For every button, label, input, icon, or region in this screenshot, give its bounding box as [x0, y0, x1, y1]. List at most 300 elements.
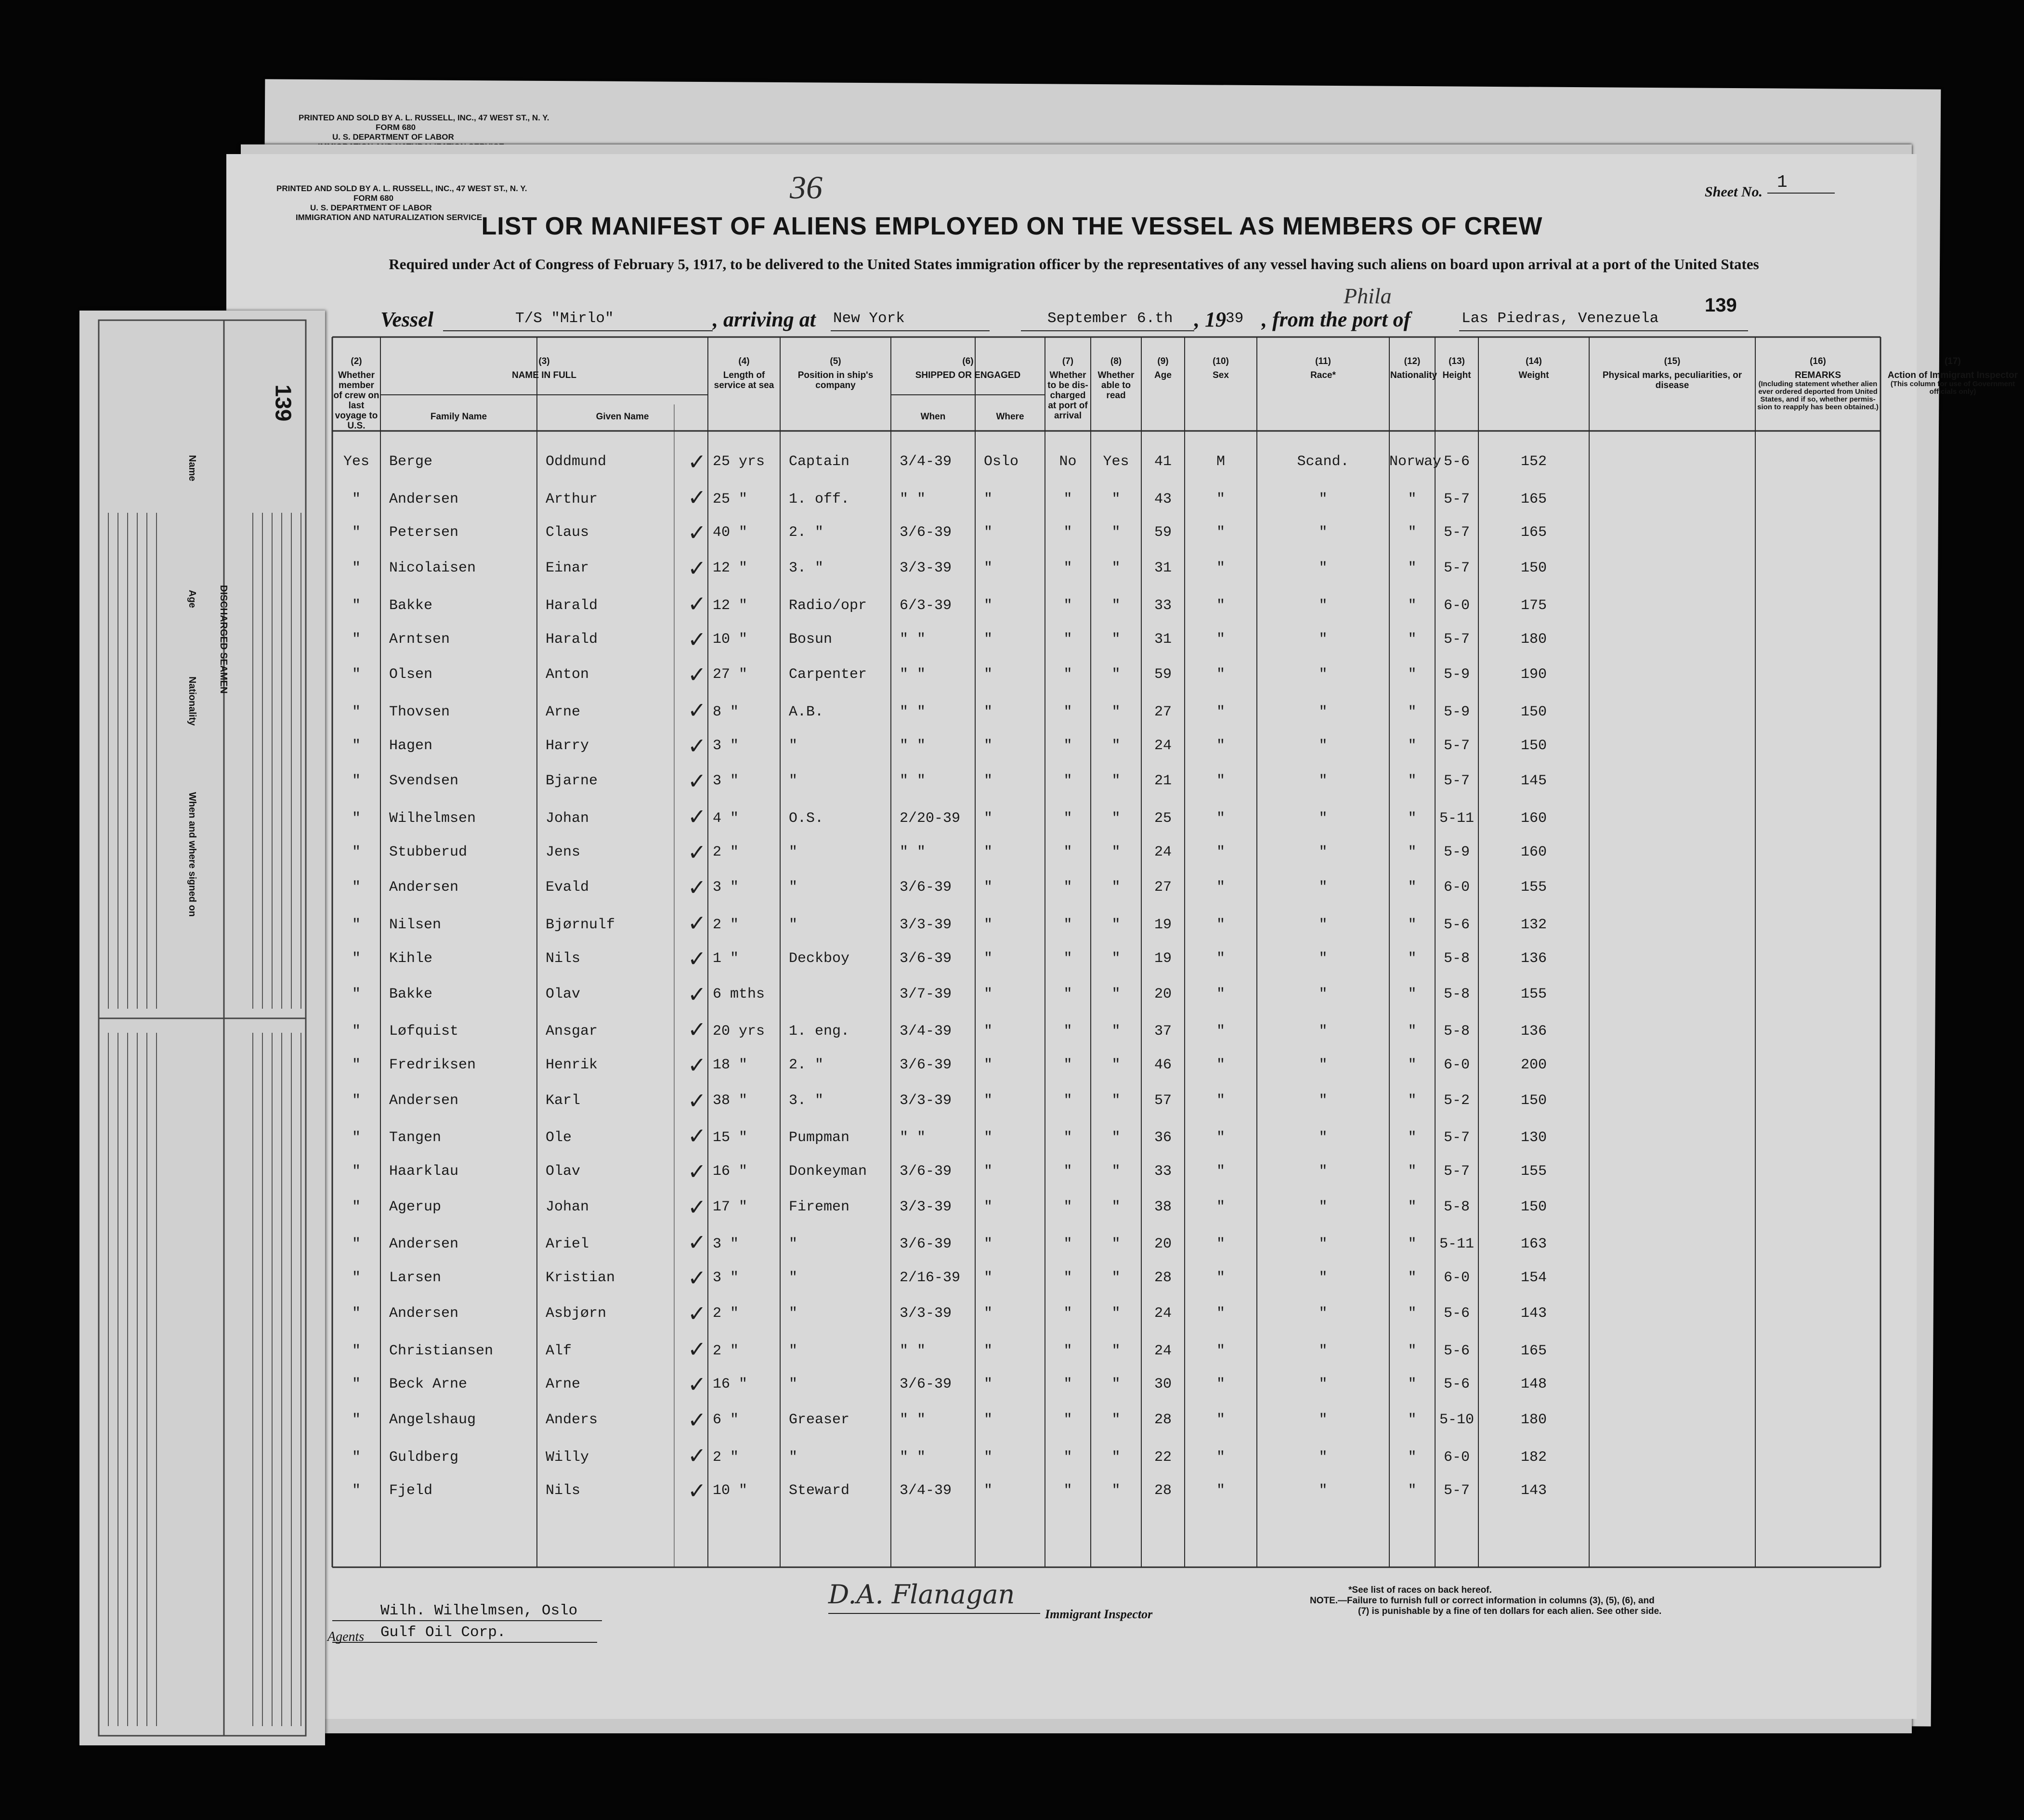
- check-mark: ✓: [688, 1336, 706, 1362]
- column-subheader: Where: [996, 412, 1024, 422]
- cell-position: ": [789, 1342, 798, 1359]
- check-mark: ✓: [688, 981, 706, 1007]
- cell-position: 3. ": [789, 1092, 824, 1109]
- column-label: Whether to be dis-charged at port of arrival: [1047, 370, 1088, 421]
- cell-prev: ": [352, 986, 361, 1002]
- cell-height: 5-8: [1443, 1198, 1470, 1215]
- cell-given: Olav: [546, 986, 581, 1002]
- cell-sex: ": [1216, 524, 1225, 541]
- cell-race: ": [1319, 950, 1328, 967]
- cell-discharged: ": [1063, 773, 1072, 790]
- cell-family: Hagen: [389, 737, 433, 754]
- cell-service: 1 ": [713, 950, 739, 967]
- cell-race: ": [1319, 631, 1328, 648]
- back-printer-imprint: PRINTED AND SOLD BY A. L. RUSSELL, INC., 47 WEST ST., N. Y. FORM 680 U. S. DEPARTMENT OF LABOR: [299, 113, 549, 142]
- cell-where: ": [984, 1270, 993, 1287]
- cell-read: ": [1111, 1411, 1121, 1428]
- form-subtitle: Required under Act of Congress of February 5, 1917, to be delivered to the United States immigration officer by the representatives of any vessel having such aliens on board upon arrival at a port of the United States: [389, 256, 1759, 273]
- cell-service: 16 ": [713, 1163, 748, 1180]
- cell-when: 3/3-39: [900, 1092, 952, 1109]
- cell-height: 6-0: [1443, 1056, 1470, 1073]
- cell-where: ": [984, 491, 993, 507]
- cell-service: 12 ": [713, 597, 748, 614]
- cell-age: 38: [1154, 1198, 1172, 1215]
- cell-nationality: ": [1408, 773, 1417, 790]
- cell-family: Stubberud: [389, 844, 468, 860]
- cell-position: Carpenter: [789, 666, 867, 683]
- cell-read: ": [1111, 1305, 1121, 1322]
- column-label: Weight: [1518, 370, 1549, 380]
- cell-service: 3 ": [713, 879, 739, 896]
- signature-line: [828, 1613, 1040, 1614]
- cell-age: 28: [1154, 1411, 1172, 1428]
- cell-service: 2 ": [713, 917, 739, 934]
- cell-when: " ": [900, 737, 926, 754]
- column-number: (9): [1157, 356, 1169, 366]
- cell-age: 22: [1154, 1449, 1172, 1466]
- cell-nationality: ": [1408, 1482, 1417, 1499]
- column-label: Position in ship's company: [797, 370, 874, 390]
- stub-grid: [79, 311, 325, 1745]
- cell-age: 57: [1154, 1092, 1172, 1109]
- check-mark: ✓: [688, 804, 706, 830]
- check-mark: ✓: [688, 555, 706, 582]
- cell-race: ": [1319, 844, 1328, 860]
- cell-race: ": [1319, 917, 1328, 934]
- cell-prev: ": [352, 491, 361, 507]
- cell-nationality: ": [1408, 1449, 1417, 1466]
- cell-service: 12 ": [713, 560, 748, 577]
- cell-family: Svendsen: [389, 773, 459, 790]
- cell-prev: ": [352, 1305, 361, 1322]
- cell-race: Scand.: [1297, 454, 1349, 470]
- cell-given: Oddmund: [546, 454, 607, 470]
- cell-discharged: ": [1063, 666, 1072, 683]
- cell-discharged: ": [1063, 1023, 1072, 1040]
- cell-prev: ": [352, 1023, 361, 1040]
- stamp-number: 139: [1705, 295, 1737, 316]
- cell-given: Johan: [546, 810, 589, 827]
- cell-weight: 145: [1520, 773, 1547, 790]
- cell-race: ": [1319, 1198, 1328, 1215]
- cell-prev: ": [352, 1376, 361, 1393]
- cell-age: 24: [1154, 844, 1172, 860]
- cell-weight: 150: [1520, 737, 1547, 754]
- cell-position: Bosun: [789, 631, 833, 648]
- check-mark: ✓: [688, 1087, 706, 1114]
- stub-label-signed-on: When and where signed on: [187, 792, 197, 917]
- cell-age: 24: [1154, 1305, 1172, 1322]
- cell-age: 20: [1154, 986, 1172, 1002]
- cell-height: 5-7: [1443, 1163, 1470, 1180]
- cell-family: Arntsen: [389, 631, 450, 648]
- cell-family: Larsen: [389, 1270, 442, 1287]
- cell-weight: 180: [1520, 1411, 1547, 1428]
- vessel-underline: [443, 330, 713, 331]
- cell-weight: 136: [1520, 950, 1547, 967]
- column-note: (Including statement whether alien ever ordered deported from United States, and if so, whether permis-sion to reapply has been obtained.): [1757, 380, 1879, 411]
- cell-family: Tangen: [389, 1130, 442, 1146]
- cell-where: ": [984, 879, 993, 896]
- cell-height: 5-7: [1443, 1482, 1470, 1499]
- cell-given: Bjarne: [546, 773, 598, 790]
- cell-service: 3 ": [713, 773, 739, 790]
- inspector-signature: D.A. Flanagan: [828, 1579, 1015, 1610]
- cell-prev: ": [352, 950, 361, 967]
- cell-given: Willy: [546, 1449, 589, 1466]
- column-header: [1092, 356, 1140, 401]
- check-mark: ✓: [688, 910, 706, 936]
- check-mark: ✓: [688, 1229, 706, 1256]
- cell-prev: ": [352, 917, 361, 934]
- cell-position: Firemen: [789, 1198, 850, 1215]
- cell-nationality: ": [1408, 917, 1417, 934]
- cell-given: Harald: [546, 631, 598, 648]
- column-number: (17): [1945, 356, 1961, 366]
- cell-family: Nicolaisen: [389, 560, 476, 577]
- cell-service: 3 ": [713, 737, 739, 754]
- cell-family: Bakke: [389, 597, 433, 614]
- cell-weight: 130: [1520, 1130, 1547, 1146]
- cell-age: 30: [1154, 1376, 1172, 1393]
- cell-when: " ": [900, 666, 926, 683]
- cell-nationality: ": [1408, 560, 1417, 577]
- cell-sex: ": [1216, 810, 1225, 827]
- check-mark: ✓: [688, 1442, 706, 1469]
- cell-sex: ": [1216, 1449, 1225, 1466]
- stub-label-name: Name: [187, 455, 197, 481]
- cell-read: ": [1111, 1163, 1121, 1180]
- check-mark: ✓: [688, 449, 706, 475]
- cell-position: ": [789, 1236, 798, 1253]
- cell-weight: 165: [1520, 524, 1547, 541]
- cell-sex: ": [1216, 1163, 1225, 1180]
- cell-nationality: Norway: [1389, 454, 1442, 470]
- cell-service: 10 ": [713, 631, 748, 648]
- cell-height: 5-11: [1439, 810, 1474, 827]
- cell-height: 5-8: [1443, 986, 1470, 1002]
- column-subheader: When: [920, 412, 946, 422]
- cell-age: 31: [1154, 560, 1172, 577]
- cell-weight: 165: [1520, 491, 1547, 507]
- cell-race: ": [1319, 666, 1328, 683]
- cell-race: ": [1319, 1163, 1328, 1180]
- cell-sex: ": [1216, 1482, 1225, 1499]
- check-mark: ✓: [688, 874, 706, 901]
- cell-where: ": [984, 737, 993, 754]
- column-header: [1390, 356, 1437, 380]
- column-header: [1142, 356, 1184, 380]
- year-prefix: , 19: [1194, 308, 1226, 331]
- check-mark: ✓: [688, 732, 706, 759]
- cell-position: Captain: [789, 454, 850, 470]
- cell-discharged: ": [1063, 1130, 1072, 1146]
- cell-nationality: ": [1408, 1376, 1417, 1393]
- cell-position: O.S.: [789, 810, 824, 827]
- cell-race: ": [1319, 1023, 1328, 1040]
- check-mark: ✓: [688, 662, 706, 688]
- cell-height: 5-7: [1443, 491, 1470, 507]
- agent-line-2: Gulf Oil Corp.: [380, 1624, 506, 1641]
- cell-discharged: ": [1063, 879, 1072, 896]
- cell-where: ": [984, 524, 993, 541]
- cell-sex: ": [1216, 879, 1225, 896]
- cell-race: ": [1319, 1056, 1328, 1073]
- printer-imprint: PRINTED AND SOLD BY A. L. RUSSELL, INC., 47 WEST ST., N. Y. FORM 680 U. S. DEPARTMENT OF LABOR IMMIGRATION AND NATURALIZATION SERVICE: [276, 184, 527, 222]
- cell-where: ": [984, 1449, 993, 1466]
- cell-family: Kihle: [389, 950, 433, 967]
- cell-service: 3 ": [713, 1270, 739, 1287]
- cell-discharged: ": [1063, 1236, 1072, 1253]
- cell-position: ": [789, 737, 798, 754]
- cell-nationality: ": [1408, 597, 1417, 614]
- cell-given: Karl: [546, 1092, 581, 1109]
- cell-discharged: ": [1063, 1092, 1072, 1109]
- cell-when: " ": [900, 491, 926, 507]
- cell-race: ": [1319, 1342, 1328, 1359]
- cell-read: ": [1111, 844, 1121, 860]
- cell-age: 37: [1154, 1023, 1172, 1040]
- check-mark: ✓: [688, 945, 706, 972]
- cell-weight: 155: [1520, 1163, 1547, 1180]
- column-number: (4): [738, 356, 750, 366]
- cell-given: Olav: [546, 1163, 581, 1180]
- cell-race: ": [1319, 1236, 1328, 1253]
- cell-height: 5-11: [1439, 1236, 1474, 1253]
- cell-given: Johan: [546, 1198, 589, 1215]
- cell-nationality: ": [1408, 631, 1417, 648]
- cell-sex: ": [1216, 1023, 1225, 1040]
- cell-service: 38 ": [713, 1092, 748, 1109]
- cell-service: 2 ": [713, 1449, 739, 1466]
- cell-nationality: ": [1408, 844, 1417, 860]
- cell-weight: 136: [1520, 1023, 1547, 1040]
- cell-age: 21: [1154, 773, 1172, 790]
- cell-service: 20 yrs: [713, 1023, 765, 1040]
- cell-height: 5-8: [1443, 1023, 1470, 1040]
- cell-family: Haarklau: [389, 1163, 459, 1180]
- cell-where: ": [984, 1130, 993, 1146]
- cell-race: ": [1319, 986, 1328, 1002]
- cell-read: ": [1111, 1270, 1121, 1287]
- column-label: SHIPPED OR ENGAGED: [915, 370, 1021, 380]
- cell-when: 3/7-39: [900, 986, 952, 1002]
- column-header: [333, 356, 379, 431]
- arriving-at: New York: [833, 310, 905, 327]
- cell-when: 3/6-39: [900, 1163, 952, 1180]
- cell-discharged: ": [1063, 703, 1072, 720]
- agent-underline-2: [332, 1642, 597, 1643]
- cell-age: 28: [1154, 1482, 1172, 1499]
- cell-service: 16 ": [713, 1376, 748, 1393]
- cell-read: ": [1111, 491, 1121, 507]
- cell-service: 10 ": [713, 1482, 748, 1499]
- from-label: , from the port of: [1262, 308, 1411, 331]
- cell-read: Yes: [1103, 454, 1129, 470]
- cell-when: 2/16-39: [900, 1270, 961, 1287]
- column-note: (This column for use of Government officials only): [1890, 380, 2015, 396]
- column-header: [381, 356, 707, 380]
- cell-weight: 150: [1520, 1092, 1547, 1109]
- cell-discharged: ": [1063, 1342, 1072, 1359]
- cell-when: 3/4-39: [900, 1482, 952, 1499]
- cell-family: Andersen: [389, 879, 459, 896]
- cell-given: Evald: [546, 879, 589, 896]
- sheet-number: 1: [1777, 172, 1788, 192]
- check-mark: ✓: [688, 1300, 706, 1326]
- check-mark: ✓: [688, 1406, 706, 1433]
- cell-discharged: ": [1063, 986, 1072, 1002]
- cell-given: Ole: [546, 1130, 572, 1146]
- cell-read: ": [1111, 879, 1121, 896]
- cell-when: 3/6-39: [900, 1376, 952, 1393]
- cell-service: 40 ": [713, 524, 748, 541]
- cell-weight: 160: [1520, 844, 1547, 860]
- cell-given: Jens: [546, 844, 581, 860]
- column-number: (16): [1810, 356, 1826, 366]
- cell-race: ": [1319, 737, 1328, 754]
- cell-when: " ": [900, 631, 926, 648]
- cell-service: 2 ": [713, 1305, 739, 1322]
- cell-prev: ": [352, 1163, 361, 1180]
- column-number: (15): [1664, 356, 1681, 366]
- cell-weight: 200: [1520, 1056, 1547, 1073]
- cell-position: 1. eng.: [789, 1023, 850, 1040]
- cell-weight: 148: [1520, 1376, 1547, 1393]
- cell-where: ": [984, 917, 993, 934]
- cell-when: 3/3-39: [900, 560, 952, 577]
- cell-nationality: ": [1408, 1163, 1417, 1180]
- cell-where: ": [984, 1056, 993, 1073]
- cell-weight: 180: [1520, 631, 1547, 648]
- cell-where: ": [984, 844, 993, 860]
- column-number: (5): [830, 356, 841, 366]
- cell-nationality: ": [1408, 1130, 1417, 1146]
- cell-read: ": [1111, 1198, 1121, 1215]
- cell-nationality: ": [1408, 524, 1417, 541]
- column-label: Age: [1154, 370, 1172, 380]
- cell-prev: ": [352, 666, 361, 683]
- cell-read: ": [1111, 810, 1121, 827]
- column-label: Race*: [1310, 370, 1336, 380]
- cell-where: ": [984, 666, 993, 683]
- cell-sex: ": [1216, 666, 1225, 683]
- cell-discharged: ": [1063, 560, 1072, 577]
- column-number: (3): [538, 356, 550, 366]
- cell-service: 25 ": [713, 491, 748, 507]
- cell-when: " ": [900, 844, 926, 860]
- cell-sex: ": [1216, 631, 1225, 648]
- cell-age: 27: [1154, 879, 1172, 896]
- sheet-number-line: [1767, 193, 1835, 194]
- cell-position: ": [789, 1305, 798, 1322]
- cell-nationality: ": [1408, 879, 1417, 896]
- cell-prev: ": [352, 631, 361, 648]
- cell-service: 18 ": [713, 1056, 748, 1073]
- column-subheader: Family Name: [430, 412, 487, 422]
- cell-position: ": [789, 1376, 798, 1393]
- cell-sex: ": [1216, 1342, 1225, 1359]
- cell-where: ": [984, 1411, 993, 1428]
- cell-prev: ": [352, 1056, 361, 1073]
- cell-given: Einar: [546, 560, 589, 577]
- cell-read: ": [1111, 950, 1121, 967]
- cell-sex: ": [1216, 737, 1225, 754]
- column-label: Physical marks, peculiarities, or disease: [1602, 370, 1742, 390]
- cell-where: ": [984, 1092, 993, 1109]
- cell-race: ": [1319, 1449, 1328, 1466]
- cell-sex: ": [1216, 1411, 1225, 1428]
- cell-height: 6-0: [1443, 1449, 1470, 1466]
- cell-race: ": [1319, 491, 1328, 507]
- cell-sex: ": [1216, 1270, 1225, 1287]
- check-mark: ✓: [688, 1265, 706, 1291]
- cell-sex: ": [1216, 844, 1225, 860]
- cell-where: ": [984, 1305, 993, 1322]
- column-header: [709, 356, 779, 390]
- cell-when: " ": [900, 1411, 926, 1428]
- cell-prev: ": [352, 773, 361, 790]
- cell-age: 19: [1154, 917, 1172, 934]
- cell-family: Christiansen: [389, 1342, 494, 1359]
- cell-nationality: ": [1408, 666, 1417, 683]
- cell-read: ": [1111, 1236, 1121, 1253]
- cell-age: 59: [1154, 524, 1172, 541]
- cell-family: Andersen: [389, 1305, 459, 1322]
- column-label: Whether member of crew on last voyage to U.S.: [333, 370, 379, 431]
- handwritten-number: 36: [790, 169, 823, 206]
- cell-sex: ": [1216, 1092, 1225, 1109]
- stub-label-nationality: Nationality: [187, 676, 197, 726]
- cell-sex: ": [1216, 950, 1225, 967]
- column-number: (8): [1110, 356, 1122, 366]
- cell-nationality: ": [1408, 950, 1417, 967]
- cell-where: ": [984, 810, 993, 827]
- cell-discharged: ": [1063, 1449, 1072, 1466]
- port-name: Las Piedras, Venezuela: [1462, 310, 1659, 327]
- cell-position: 2. ": [789, 1056, 824, 1073]
- cell-read: ": [1111, 597, 1121, 614]
- cell-position: ": [789, 917, 798, 934]
- cell-family: Løfquist: [389, 1023, 459, 1040]
- cell-given: Arne: [546, 703, 581, 720]
- cell-service: 27 ": [713, 666, 748, 683]
- cell-discharged: ": [1063, 524, 1072, 541]
- cell-service: 6 ": [713, 1411, 739, 1428]
- cell-nationality: ": [1408, 703, 1417, 720]
- cell-nationality: ": [1408, 1198, 1417, 1215]
- cell-read: ": [1111, 1482, 1121, 1499]
- cell-where: ": [984, 773, 993, 790]
- cell-given: Nils: [546, 1482, 581, 1499]
- cell-height: 5-7: [1443, 737, 1470, 754]
- cell-nationality: ": [1408, 1092, 1417, 1109]
- check-mark: ✓: [688, 1016, 706, 1043]
- cell-when: 3/4-39: [900, 1023, 952, 1040]
- cell-position: Steward: [789, 1482, 850, 1499]
- column-number: (7): [1062, 356, 1074, 366]
- cell-age: 33: [1154, 597, 1172, 614]
- cell-position: Greaser: [789, 1411, 850, 1428]
- cell-height: 5-6: [1443, 454, 1470, 470]
- cell-age: 24: [1154, 1342, 1172, 1359]
- cell-family: Agerup: [389, 1198, 442, 1215]
- cell-read: ": [1111, 631, 1121, 648]
- cell-discharged: ": [1063, 1305, 1072, 1322]
- cell-height: 6-0: [1443, 1270, 1470, 1287]
- cell-position: A.B.: [789, 703, 824, 720]
- cell-family: Andersen: [389, 1236, 459, 1253]
